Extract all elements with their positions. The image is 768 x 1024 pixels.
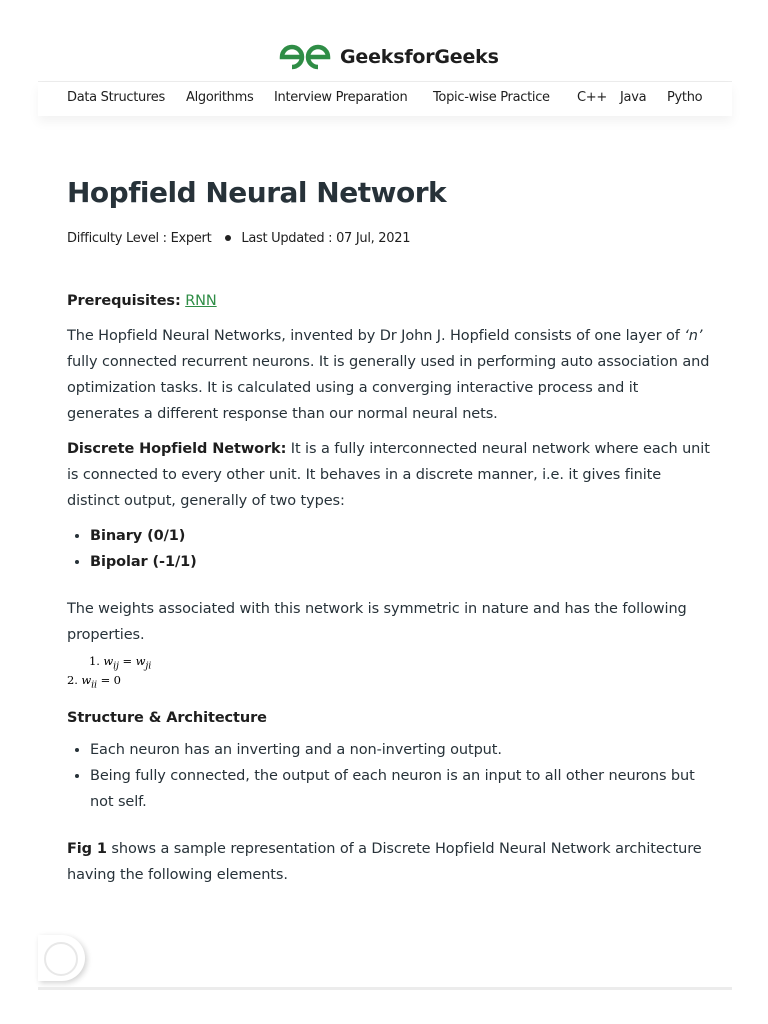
site-logo[interactable] bbox=[278, 43, 499, 71]
meta-separator-dot bbox=[225, 235, 231, 241]
list-item bbox=[90, 523, 712, 549]
discrete-label: Discrete Hopfield Network: bbox=[67, 441, 287, 457]
difficulty-label: Difficulty Level : bbox=[67, 231, 171, 246]
nav-algorithms[interactable]: Algorithms bbox=[186, 90, 254, 105]
bottom-divider bbox=[38, 987, 732, 990]
property-1-number: 1. bbox=[89, 654, 100, 668]
property-2-number: 2. bbox=[67, 673, 78, 688]
weights-text: The weights associated with this network is symmetric in nature and has the following properties. bbox=[67, 601, 687, 643]
page-title: Hopfield Neural Network bbox=[67, 176, 447, 209]
top-nav bbox=[38, 82, 732, 116]
property-2-formula: $w_{ii} = 0$ bbox=[81, 673, 121, 691]
structure-heading-text: Structure & Architecture bbox=[67, 709, 267, 726]
weight-properties bbox=[67, 654, 712, 693]
property-2 bbox=[67, 673, 712, 692]
prerequisites bbox=[67, 288, 712, 314]
bipolar-item: Bipolar (-1/1) bbox=[90, 554, 197, 570]
structure-list bbox=[67, 737, 712, 815]
floating-action-button[interactable] bbox=[38, 935, 85, 981]
nav-python[interactable]: Pytho bbox=[667, 90, 703, 105]
circle-icon bbox=[44, 942, 78, 976]
prereq-label: Prerequisites: bbox=[67, 293, 181, 309]
nav-java[interactable]: Java bbox=[620, 90, 647, 105]
output-types-list bbox=[67, 523, 712, 575]
intro-text-1: The Hopfield Neural Networks, invented by Dr John J. Hopfield consists of one layer of bbox=[67, 328, 685, 344]
article-meta bbox=[67, 231, 410, 246]
fig-text: shows a sample representation of a Discrete Hopfield Neural Network architecture having the following elements. bbox=[67, 840, 702, 883]
list-item: • Each neuron has an inverting and a non-inverting output. bbox=[90, 737, 712, 763]
nav-interview-preparation[interactable]: Interview Preparation bbox=[274, 90, 408, 105]
gfg-logo-icon bbox=[278, 43, 332, 71]
list-item: • Being fully connected, the output of each neuron is an input to all other neurons but not self. bbox=[90, 763, 712, 815]
weights-paragraph bbox=[67, 596, 712, 648]
last-updated: Last Updated : 07 Jul, 2021 bbox=[241, 231, 411, 246]
fig-paragraph bbox=[67, 836, 712, 888]
structure-heading bbox=[67, 705, 712, 731]
intro-text-2: fully connected recurrent neurons. It is generally used in performing auto association and optimization tasks. It is calculated using a converging interactive process and it generates a different response than our normal neural nets. bbox=[67, 354, 710, 422]
nav-topic-wise-practice[interactable]: Topic-wise Practice bbox=[433, 90, 550, 105]
list-item bbox=[90, 549, 712, 575]
discrete-paragraph bbox=[67, 436, 712, 514]
article-content bbox=[67, 288, 712, 897]
prereq-rnn-link[interactable]: RNN bbox=[185, 293, 217, 309]
site-header bbox=[0, 0, 768, 82]
intro-n: ‘n’ bbox=[684, 328, 703, 344]
intro-paragraph bbox=[67, 323, 712, 427]
logo-text: GeeksforGeeks bbox=[340, 46, 499, 68]
difficulty-value[interactable]: Expert bbox=[170, 231, 212, 246]
discrete-text: It is a fully interconnected neural network where each unit is connected to every other unit. It behaves in a discrete manner, i.e. it gives finite distinct output, generally of two types: bbox=[67, 441, 710, 509]
fig-label: Fig 1 bbox=[67, 840, 107, 857]
property-1-formula: $w_{ij} = w_{ji}$ bbox=[103, 654, 152, 672]
nav-data-structures[interactable]: Data Structures bbox=[67, 90, 165, 105]
nav-cpp[interactable]: C++ bbox=[577, 90, 607, 105]
property-1 bbox=[67, 654, 712, 673]
binary-item: Binary (0/1) bbox=[90, 528, 186, 544]
